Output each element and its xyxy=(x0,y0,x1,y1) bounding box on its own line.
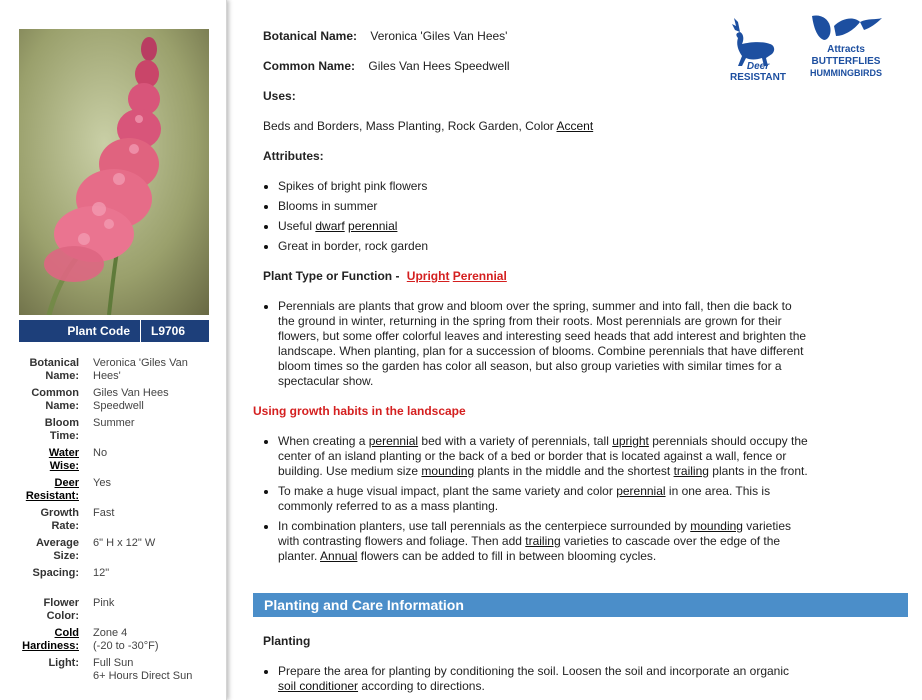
spec-value: Full Sun xyxy=(93,657,134,669)
deer-logo-line1: Deer xyxy=(746,61,770,72)
spec-value: 12" xyxy=(93,567,110,579)
common-name-label: Common Name: xyxy=(263,59,356,73)
attributes-list xyxy=(263,179,808,254)
plant-sidebar: Plant Code L9706 Botanical Name: Veronica 'Giles Van Hees' Common Name: Giles Van Hees Speedwell Bloom Time: Summer Water Wise: No Deer Resistant: Yes Growth Rate: Fast Average Size: 6" H x 12" W Spacing: 12" Flower Color: Pink Cold Hardiness: Zone 4 (-20 to -30°F) Light: Full Sun 6+ Hours Direct Sun xyxy=(0,0,227,700)
botanical-name-value: Veronica 'Giles Van Hees' xyxy=(370,29,508,43)
uses-text: Beds and Borders, Mass Planting, Rock Garden, Color Accent xyxy=(263,119,594,133)
upright-link[interactable]: upright xyxy=(612,434,649,448)
butterfly-logo-line1: Attracts xyxy=(827,44,865,55)
deer-logo-line2: RESISTANT xyxy=(730,72,786,83)
botanical-name-label: Botanical Name: xyxy=(263,29,358,43)
plant-photo xyxy=(19,29,209,315)
trailing-link[interactable]: trailing xyxy=(525,534,561,548)
spec-value: Veronica 'Giles Van Hees' xyxy=(93,357,188,382)
perennial-description-list xyxy=(263,299,808,389)
spec-value: Pink xyxy=(93,597,115,609)
perennial-link[interactable]: perennial xyxy=(616,484,666,498)
butterflies-hummingbirds-logo xyxy=(806,12,886,82)
spec-value: Giles Van Hees Speedwell xyxy=(93,387,169,412)
spec-value-detail: 6+ Hours Direct Sun xyxy=(93,670,193,682)
deer-resistant-link[interactable]: Deer Resistant: xyxy=(25,477,79,502)
plant-code-value: L9706 xyxy=(151,324,186,338)
list-item: Prepare the area for planting by conditioning the soil. Loosen the soil and incorporate an organic soil conditioner according to directions. xyxy=(263,664,808,694)
list-item: Spikes of bright pink flowers xyxy=(263,179,808,194)
water-wise-link[interactable]: Water Wise: xyxy=(48,447,79,472)
planting-label: Planting xyxy=(263,634,311,648)
uses-label: Uses: xyxy=(263,89,296,103)
dwarf-link[interactable]: dwarf xyxy=(315,219,345,233)
cold-hardiness-link[interactable]: Cold Hardiness: xyxy=(22,627,79,652)
spec-value-detail: (-20 to -30°F) xyxy=(93,640,159,652)
perennial-link[interactable]: perennial xyxy=(368,434,419,448)
perennial-type-link[interactable]: Perennial xyxy=(452,269,507,283)
list-item: When creating a perennial bed with a variety of perennials, tall upright perennials should occupy the center of an island planting or the back of a bed or border that is located against a wall, fence or building. Use medium size mounding plants in the middle and the shortest trailing plants in the front. xyxy=(263,434,808,479)
annual-link[interactable]: Annual xyxy=(320,549,358,563)
list-item: To make a huge visual impact, plant the same variety and color perennial in one area. This is commonly referred to as a mass planting. xyxy=(263,484,808,514)
spec-value: No xyxy=(93,447,108,459)
planting-care-heading: Planting and Care Information xyxy=(253,593,908,617)
list-item: In combination planters, use tall perennials as the centerpiece surrounded by mounding varieties with contrasting flowers and foliage. Then add trailing varieties to cascade over the edge of the planter. Annual flowers can be added to fill in between blooming cycles. xyxy=(263,519,808,564)
planting-list xyxy=(263,664,808,694)
list-item: Great in border, rock garden xyxy=(263,239,808,254)
list-item: Useful dwarf perennial xyxy=(263,219,808,234)
flower-image xyxy=(19,29,209,315)
accent-link[interactable]: Accent xyxy=(556,119,594,133)
butterfly-hummingbird-icon xyxy=(806,12,886,82)
list-item: Perennials are plants that grow and bloom over the spring, summer and into fall, then die back to the ground in winter, returning in the spring from their roots. Most perennials are grown for their flowers, but some offer colorful leaves and interesting seed heads that add interest and brighten the landscape. When planting, plan for a succession of blooms. Combine perennials that have different bloom times so the garden has color all season, but also group varieties with similar times for a spectacular show. xyxy=(263,299,808,389)
spec-value: Fast xyxy=(93,507,115,519)
growth-habits-list xyxy=(263,434,808,564)
spec-value: Summer xyxy=(93,417,135,429)
growth-habits-heading: Using growth habits in the landscape xyxy=(253,404,466,418)
list-item: Blooms in summer xyxy=(263,199,808,214)
botanical-name-row xyxy=(263,29,507,43)
butterfly-logo-line2: BUTTERFLIES xyxy=(811,56,881,67)
plant-type-row: Plant Type or Function - Upright Perennial xyxy=(263,269,507,283)
plant-code-bar xyxy=(19,320,209,342)
soil-conditioner-link[interactable]: soil conditioner xyxy=(278,679,359,693)
mounding-link[interactable]: mounding xyxy=(690,519,743,533)
upright-link[interactable]: Upright xyxy=(406,269,450,283)
attributes-label: Attributes: xyxy=(263,149,324,163)
butterfly-logo-line3: HUMMINGBIRDS xyxy=(810,68,882,78)
plant-code-label: Plant Code xyxy=(19,320,141,342)
spec-value: Yes xyxy=(93,477,111,489)
deer-resistant-logo xyxy=(720,14,790,84)
perennial-link[interactable]: perennial xyxy=(348,219,398,233)
spec-value: 6" H x 12" W xyxy=(93,537,156,549)
deer-icon xyxy=(720,14,790,84)
common-name-value: Giles Van Hees Speedwell xyxy=(368,59,510,73)
trailing-link[interactable]: trailing xyxy=(673,464,709,478)
common-name-row xyxy=(263,59,510,73)
mounding-link[interactable]: mounding xyxy=(421,464,475,478)
spec-value: Zone 4 xyxy=(93,627,128,639)
